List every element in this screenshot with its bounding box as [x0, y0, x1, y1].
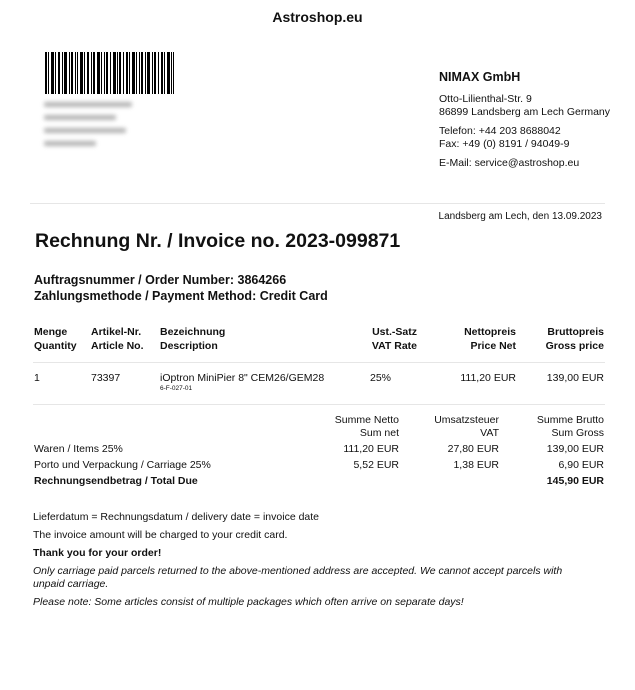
carriage-note: Only carriage paid parcels returned to the above-mentioned address are accepted. We cannot accept parcels with unpaid carriage.	[33, 565, 563, 590]
item-gross-price: 139,00 EUR	[546, 372, 604, 384]
summary-header-vat: Umsatzsteuer VAT	[434, 414, 499, 439]
header-description: Bezeichnung Description	[160, 326, 226, 352]
place-date: Landsberg am Lech, den 13.09.2023	[438, 211, 602, 222]
item-description-cell	[160, 372, 324, 392]
company-email: E-Mail: service@astroshop.eu	[439, 157, 580, 169]
summary-label: Waren / Items 25%	[34, 443, 123, 455]
header-price-net: Nettopreis Price Net	[464, 326, 516, 352]
summary-gross: 139,00 EUR	[546, 443, 604, 455]
packages-note: Please note: Some articles consist of multiple packages which often arrive on separate days!	[33, 596, 464, 608]
delivery-date-note: Lieferdatum = Rechnungsdatum / delivery date = invoice date	[33, 511, 320, 523]
site-title: Astroshop.eu	[272, 9, 363, 25]
recipient-address-redacted	[44, 102, 144, 164]
order-info	[34, 272, 328, 304]
company-phone: Telefon: +44 203 8688042	[439, 125, 561, 137]
company-fax: Fax: +49 (0) 8191 / 94049-9	[439, 138, 570, 150]
header-gross-price: Bruttopreis Gross price	[545, 326, 604, 352]
summary-vat: 1,38 EUR	[453, 459, 499, 471]
summary-net: 5,52 EUR	[353, 459, 399, 471]
summary-net: 111,20 EUR	[343, 443, 399, 455]
thank-you-note: Thank you for your order!	[33, 547, 162, 559]
header-divider	[30, 203, 605, 204]
total-value: 145,90 EUR	[546, 475, 604, 487]
summary-vat: 27,80 EUR	[447, 443, 499, 455]
summary-header-gross: Summe Brutto Sum Gross	[536, 414, 604, 439]
credit-card-note: The invoice amount will be charged to your credit card.	[33, 529, 288, 541]
summary-header-net: Summe Netto Sum net	[334, 414, 399, 439]
company-name: NIMAX GmbH	[439, 70, 521, 84]
summary-row-items	[0, 443, 635, 459]
summary-row-carriage	[0, 459, 635, 475]
footer-notes	[33, 511, 593, 614]
summary-rows	[0, 443, 635, 491]
summary-gross: 6,90 EUR	[558, 459, 604, 471]
order-number: Auftragsnummer / Order Number: 3864266	[34, 273, 287, 287]
table-divider	[33, 404, 605, 405]
header-vat-rate: Ust.-Satz VAT Rate	[371, 326, 417, 352]
header-quantity: Menge Quantity	[34, 326, 77, 352]
invoice-title: Rechnung Nr. / Invoice no. 2023-099871	[35, 230, 401, 252]
company-address-block	[439, 71, 610, 170]
barcode-image	[45, 52, 174, 94]
summary-label: Porto und Verpackung / Carriage 25%	[34, 459, 211, 471]
summary-row-total	[0, 475, 635, 491]
item-description: iOptron MiniPier 8" CEM26/GEM28	[160, 372, 325, 384]
payment-method: Zahlungsmethode / Payment Method: Credit Card	[34, 289, 328, 303]
item-article-no: 73397	[91, 372, 121, 384]
company-street: Otto-Lilienthal-Str. 9	[439, 93, 532, 105]
item-code: 6-F-027-01	[160, 385, 193, 392]
total-label: Rechnungsendbetrag / Total Due	[34, 475, 198, 487]
item-quantity: 1	[34, 372, 40, 384]
header-article-no: Artikel-Nr. Article No.	[91, 326, 144, 352]
item-vat-rate: 25%	[370, 372, 392, 384]
table-divider	[33, 362, 605, 363]
company-city: 86899 Landsberg am Lech Germany	[439, 106, 611, 118]
item-price-net: 111,20 EUR	[460, 372, 516, 384]
